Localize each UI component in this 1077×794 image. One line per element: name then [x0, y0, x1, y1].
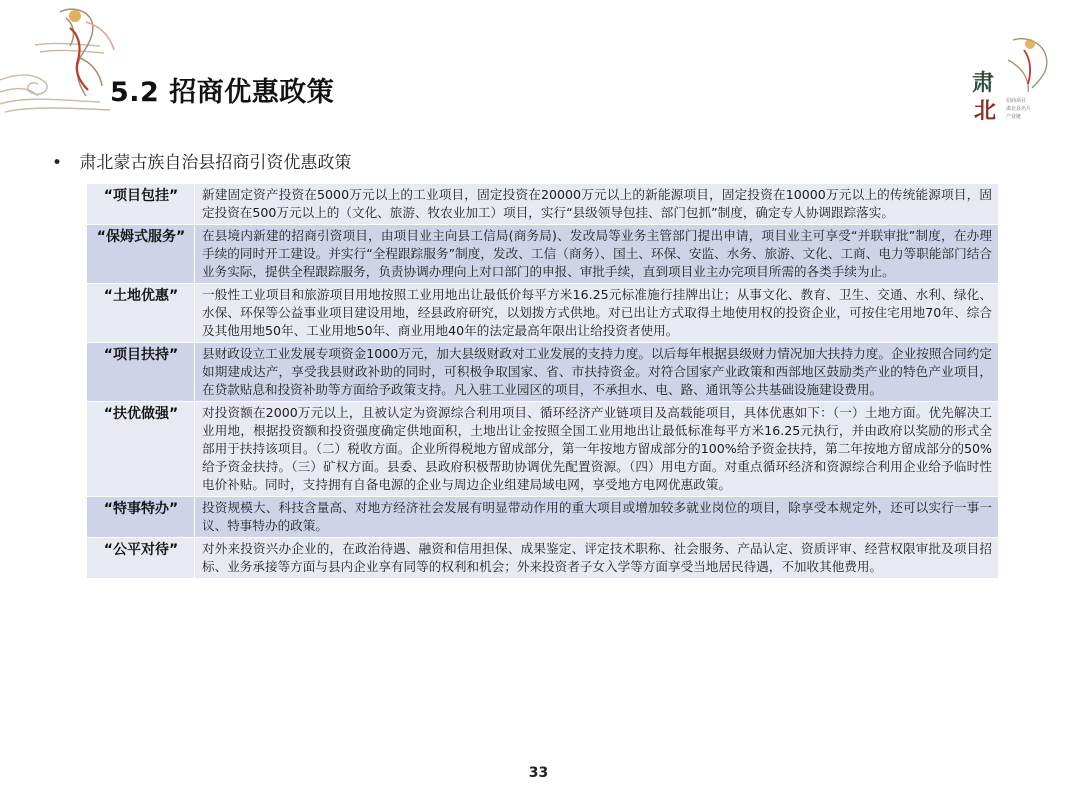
policy-label: “公平对待”: [87, 538, 195, 579]
table-row: [87, 225, 999, 284]
subtitle-text: 肃北蒙古族自治县招商引资优惠政策: [79, 153, 352, 173]
flying-apsara-logo: [958, 30, 1058, 170]
table-row: [87, 497, 999, 538]
policy-label: “土地优惠”: [87, 284, 195, 343]
policy-table: [86, 183, 999, 579]
page-number: 33: [528, 765, 549, 781]
policy-content: 在县境内新建的招商引资项目，由项目业主向县工信局(商务局)、发改局等业务主管部门提出申请，项目业主可享受“并联审批”制度，在办理手续的同时开工建设。并实行“全程跟踪服务”制度，发改、工信（商务）、国土、环保、安监、水务、旅游、文化、工商、电力等职能部门结合业务实际，提供全程跟踪服务，负责协调办理向上对口部门的申报、审批手续，直到项目业主办完项目所需的各类手续为止。: [195, 225, 999, 284]
svg-text:产业链: 产业链: [1006, 114, 1022, 120]
subtitle-bullet: [52, 148, 351, 173]
svg-text:招商项目: 招商项目: [1006, 98, 1027, 104]
policy-content: 新建固定资产投资在5000万元以上的工业项目，固定投资在20000万元以上的新能源项目，固定投资在10000万元以上的传统能源项目，固定投资在500万元以上的（文化、旅游、牧农业加工）项目，实行“县级领导包挂、部门包抓”制度，确定专人协调跟踪落实。: [195, 184, 999, 225]
policy-content: 投资规模大、科技含量高、对地方经济社会发展有明显带动作用的重大项目或增加较多就业岗位的项目，除享受本规定外，还可以实行一事一议、特事特办的政策。: [195, 497, 999, 538]
policy-label: “特事特办”: [87, 497, 195, 538]
page-title: 5.2 招商优惠政策: [110, 77, 335, 108]
svg-text:肃: 肃: [972, 70, 995, 96]
table-row: [87, 184, 999, 225]
table-row: [87, 402, 999, 497]
policy-content: 对投资额在2000万元以上，且被认定为资源综合利用项目、循环经济产业链项目及高载能项目，具体优惠如下：（一）土地方面。优先解决工业用地，根据投资额和投资强度确定供地面积，土地出让金按照全国工业用地出让最低标准每平方米16.25元执行，并由政府以奖励的形式全部用于扶持该项目。（二）税收方面。企业所得税地方留成部分，第一年按地方留成部分的100%给予资金扶持，第二年按地方留成部分的50%给予资金扶持。（三）矿权方面。县委、县政府积极帮助协调优先配置资源。（四）用电方面。对重点循环经济和资源综合利用企业给予临时性电价补贴。同时，支持拥有自备电源的企业与周边企业组建局域电网，享受地方电网优惠政策。: [195, 402, 999, 497]
bullet-dot: •: [52, 153, 63, 173]
table-row: [87, 343, 999, 402]
policy-label: “保姆式服务”: [87, 225, 195, 284]
flying-apsara-cloud-decoration: [0, 0, 140, 130]
table-row: [87, 538, 999, 579]
svg-text:北: 北: [974, 98, 997, 124]
svg-text:肃北县名片: 肃北县名片: [1006, 106, 1032, 112]
policy-label: “项目包挂”: [87, 184, 195, 225]
policy-label: “扶优做强”: [87, 402, 195, 497]
policy-content: 对外来投资兴办企业的，在政治待遇、融资和信用担保、成果鉴定、评定技术职称、社会服务、产品认定、资质评审、经营权限审批及项目招标、业务承接等方面与县内企业享有同等的权利和机会；外来投资者子女入学等方面享受当地居民待遇，不加收其他费用。: [195, 538, 999, 579]
policy-content: 县财政设立工业发展专项资金1000万元，加大县级财政对工业发展的支持力度。以后每年根据县级财力情况加大扶持力度。企业按照合同约定如期建成达产，享受我县财政补助的同时，可积极争取国家、省、市扶持资金。对符合国家产业政策和西部地区鼓励类产业的特色产业项目，在贷款贴息和投资补助等方面给予政策支持。凡入驻工业园区的项目，不承担水、电、路、通讯等公共基础设施建设费用。: [195, 343, 999, 402]
table-row: [87, 284, 999, 343]
policy-content: 一般性工业项目和旅游项目用地按照工业用地出让最低价每平方米16.25元标准施行挂牌出让；从事文化、教育、卫生、交通、水利、绿化、水保、环保等公益事业项目建设用地，经县政府研究，以划拨方式供地。对已出让方式取得土地使用权的投资企业，可按住宅用地70年、综合及其他用地50年、工业用地50年、商业用地40年的法定最高年限出让给投资者使用。: [195, 284, 999, 343]
policy-label: “项目扶持”: [87, 343, 195, 402]
